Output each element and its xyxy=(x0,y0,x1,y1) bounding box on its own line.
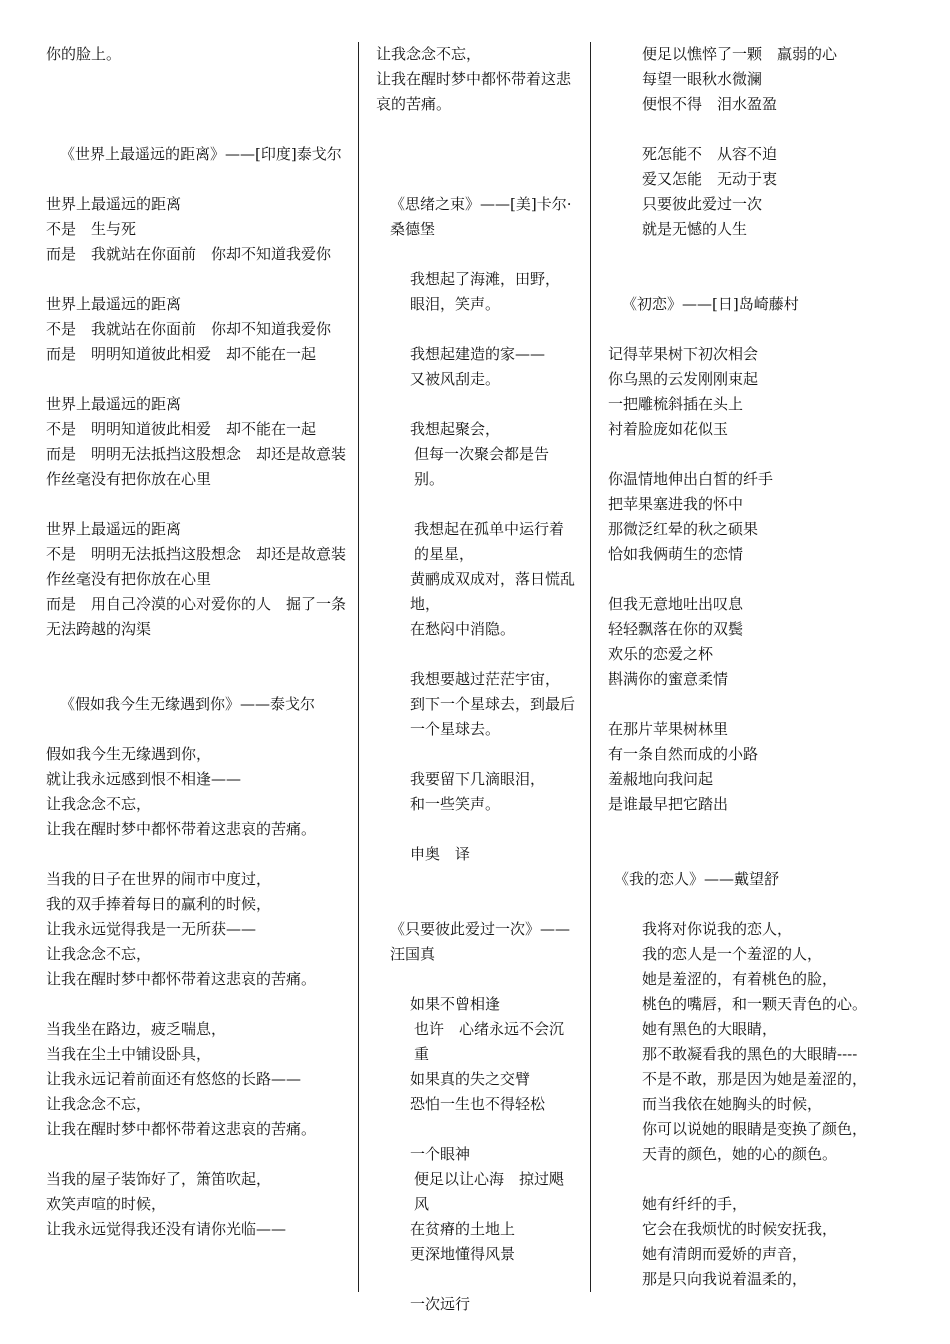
poem-line: 让我在醒时梦中都怀带着这悲哀的苦痛。 xyxy=(46,820,317,838)
poem-line: 我想起在孤单中运行着的星星， xyxy=(414,520,565,563)
poem-stanza xyxy=(376,517,578,642)
poem-line: 你乌黑的云发刚刚束起 xyxy=(608,370,759,388)
poem-line: 记得苹果树下初次相会 xyxy=(608,345,759,363)
poem-line: 就让我永远感到恨不相逢—— xyxy=(46,770,242,788)
poem-line: 到下一个星球去，到最后一个星球去。 xyxy=(410,695,576,738)
poem-title: 《只要彼此爱过一次》——汪国真 xyxy=(390,920,571,963)
poem-line: 她是羞涩的，有着桃色的脸， xyxy=(642,970,838,988)
poem-line: 让我念念不忘， xyxy=(46,795,152,813)
poem-line: 眼泪，笑声。 xyxy=(410,295,501,313)
poem-stanza xyxy=(608,42,893,117)
poem-title: 《初恋》——[日]岛崎藤村 xyxy=(622,295,799,313)
poem-line: 而是 明明无法抵挡这股想念 却还是故意装作丝毫没有把你放在心里 xyxy=(46,445,347,488)
poem-line: 一次远行 xyxy=(410,1295,471,1313)
poem-line: 恐怕一生也不得轻松 xyxy=(410,1095,546,1113)
poem-stanza xyxy=(608,1192,893,1292)
poem-line: 而是 我就站在你面前 你却不知道我爱你 xyxy=(46,245,332,263)
poem-stanza xyxy=(46,392,346,492)
poem-stanza xyxy=(46,742,346,842)
poem-line: 不是不敢，那是因为她是羞涩的， xyxy=(642,1070,868,1088)
poem-line: 当我坐在路边，疲乏喘息， xyxy=(46,1020,227,1038)
poem-line: 黄鹂成双成对，落日慌乱地， xyxy=(410,570,576,613)
poem-line: 她有黑色的大眼睛， xyxy=(642,1020,778,1038)
poem-line: 不是 生与死 xyxy=(46,220,137,238)
poem-line: 欢乐的恋爱之杯 xyxy=(608,645,714,663)
poem-line: 那是只向我说着温柔的， xyxy=(642,1270,808,1288)
poem-line: 世界上最遥远的距离 xyxy=(46,520,182,538)
text-column-3 xyxy=(608,42,893,1292)
poem-line: 让我念念不忘， xyxy=(46,945,152,963)
poem-line: 恰如我俩萌生的恋情 xyxy=(608,545,744,563)
poem-stanza xyxy=(46,1167,346,1242)
poem-line: 在愁闷中消隐。 xyxy=(410,620,516,638)
poem-line: 她有纤纤的手， xyxy=(642,1195,748,1213)
poem-line: 当我的屋子装饰好了，箫笛吹起， xyxy=(46,1170,272,1188)
poem-line: 便恨不得 泪水盈盈 xyxy=(642,95,778,113)
poem-line: 它会在我烦忧的时候安抚我， xyxy=(642,1220,838,1238)
poem-line: 不是 我就站在你面前 你却不知道我爱你 xyxy=(46,320,332,338)
poem-line: 不是 明明知道彼此相爱 却不能在一起 xyxy=(46,420,317,438)
poem-line: 是谁最早把它踏出 xyxy=(608,795,729,813)
poem-line: 而是 明明知道彼此相爱 却不能在一起 xyxy=(46,345,317,363)
poem-line: 把苹果塞进我的怀中 xyxy=(608,495,744,513)
poem-line: 我要留下几滴眼泪， xyxy=(410,770,546,788)
poem-line: 你温情地伸出白皙的纤手 xyxy=(608,470,774,488)
poem-stanza xyxy=(376,667,578,742)
poem-line: 欢笑声喧的时候， xyxy=(46,1195,167,1213)
poem-line: 我想起建造的家—— xyxy=(410,345,546,363)
poem-line: 世界上最遥远的距离 xyxy=(46,395,182,413)
poem-line: 一把雕梳斜插在头上 xyxy=(608,395,744,413)
poem-stanza xyxy=(46,517,346,642)
poem-line: 轻轻飘落在你的双鬓 xyxy=(608,620,744,638)
poem-line: 世界上最遥远的距离 xyxy=(46,295,182,313)
poem-line: 我将对你说我的恋人， xyxy=(642,920,793,938)
poem-line: 我想要越过茫茫宇宙， xyxy=(410,670,561,688)
poem-line: 当我的日子在世界的闹市中度过， xyxy=(46,870,272,888)
poem-stanza xyxy=(46,1017,346,1142)
poem-line: 让我在醒时梦中都怀带着这悲哀的苦痛。 xyxy=(46,1120,317,1138)
text-line: 你的脸上。 xyxy=(46,45,122,63)
poem-stanza xyxy=(376,767,578,817)
poem-line: 让我永远记着前面还有悠悠的长路—— xyxy=(46,1070,302,1088)
poem-line: 那不敢凝看我的黑色的大眼睛---- xyxy=(642,1045,858,1063)
poem-stanza xyxy=(608,342,893,442)
poem-stanza xyxy=(608,917,893,1167)
poem-line: 而是 用自己冷漠的心对爱你的人 掘了一条无法跨越的沟渠 xyxy=(46,595,347,638)
poem-line: 如果真的失之交臂 xyxy=(410,1070,531,1088)
poem-line: 更深地懂得风景 xyxy=(410,1245,516,1263)
poem-stanza xyxy=(376,267,578,317)
poem-line: 不是 明明无法抵挡这股想念 却还是故意装作丝毫没有把你放在心里 xyxy=(46,545,347,588)
poem-line: 那微泛红晕的秋之硕果 xyxy=(608,520,759,538)
poem-line: 衬着脸庞如花似玉 xyxy=(608,420,729,438)
poem-stanza xyxy=(376,992,578,1117)
poem-line: 便足以憔悴了一颗 羸弱的心 xyxy=(642,45,838,63)
poem-title: 《我的恋人》——戴望舒 xyxy=(614,870,780,888)
column-divider xyxy=(590,42,591,1292)
poem-line: 桃色的嘴唇，和一颗天青色的心。 xyxy=(642,995,868,1013)
poem-line: 爱又怎能 无动于衷 xyxy=(642,170,778,188)
poem-title: 《假如我今生无缘遇到你》——泰戈尔 xyxy=(60,695,316,713)
poem-line: 让我在醒时梦中都怀带着这悲哀的苦痛。 xyxy=(46,970,317,988)
poem-line: 我的恋人是一个羞涩的人， xyxy=(642,945,823,963)
poem-stanza xyxy=(608,592,893,692)
poem-stanza xyxy=(46,292,346,367)
poem-title: 《思绪之束》——[美]卡尔·桑德堡 xyxy=(390,195,572,238)
poem-stanza xyxy=(376,342,578,392)
poem-line: 当我在尘土中铺设卧具， xyxy=(46,1045,212,1063)
poem-line: 世界上最遥远的距离 xyxy=(46,195,182,213)
poem-line: 也许 心绪永远不会沉重 xyxy=(414,1020,565,1063)
poem-title: 《世界上最遥远的距离》——[印度]泰戈尔 xyxy=(60,145,342,163)
poem-stanza xyxy=(46,867,346,992)
poem-line: 斟满你的蜜意柔情 xyxy=(608,670,729,688)
poem-line: 让我念念不忘， xyxy=(376,45,482,63)
poem-line: 在贫瘠的土地上 xyxy=(410,1220,516,1238)
poem-line: 让我在醒时梦中都怀带着这悲哀的苦痛。 xyxy=(376,70,572,113)
poem-line: 有一条自然而成的小路 xyxy=(608,745,759,763)
poem-stanza xyxy=(608,717,893,817)
poem-line: 只要彼此爱过一次 xyxy=(642,195,763,213)
poem-stanza xyxy=(608,467,893,567)
poem-stanza xyxy=(376,1142,578,1267)
poem-line: 如果不曾相逢 xyxy=(410,995,501,1013)
poem-line: 天青的颜色，她的心的颜色。 xyxy=(642,1145,838,1163)
poem-stanza xyxy=(608,142,893,242)
poem-line: 假如我今生无缘遇到你， xyxy=(46,745,212,763)
poem-line: 但我无意地吐出叹息 xyxy=(608,595,744,613)
poem-line: 而当我依在她胸头的时候， xyxy=(642,1095,823,1113)
poem-line: 死怎能不 从容不迫 xyxy=(642,145,778,163)
poem-line: 我想起了海滩，田野， xyxy=(410,270,561,288)
poem-line: 一个眼神 xyxy=(410,1145,471,1163)
poem-line: 又被风刮走。 xyxy=(410,370,501,388)
poem-line: 就是无憾的人生 xyxy=(642,220,748,238)
poem-line: 我的双手捧着每日的赢利的时候， xyxy=(46,895,272,913)
poem-line: 我想起聚会， xyxy=(410,420,501,438)
poem-line: 每望一眼秋水微澜 xyxy=(642,70,763,88)
poem-stanza xyxy=(376,417,578,492)
text-column-1 xyxy=(46,42,346,1242)
text-column-2 xyxy=(376,42,578,1317)
poem-line: 在那片苹果树林里 xyxy=(608,720,729,738)
poem-line: 羞赧地向我问起 xyxy=(608,770,714,788)
poem-line: 她有清朗而爱娇的声音， xyxy=(642,1245,808,1263)
poem-line: 但每一次聚会都是告别。 xyxy=(414,445,550,488)
poem-line: 和一些笑声。 xyxy=(410,795,501,813)
poem-line: 让我永远觉得我是一无所获—— xyxy=(46,920,257,938)
translator-credit: 申奥 译 xyxy=(410,845,471,863)
poem-line: 让我念念不忘， xyxy=(46,1095,152,1113)
poem-line: 你可以说她的眼睛是变换了颜色， xyxy=(642,1120,868,1138)
poem-line: 让我永远觉得我还没有请你光临—— xyxy=(46,1220,287,1238)
poem-line: 便足以让心海 掠过飓风 xyxy=(414,1170,565,1213)
column-divider xyxy=(358,42,359,1292)
poem-stanza xyxy=(46,192,346,267)
